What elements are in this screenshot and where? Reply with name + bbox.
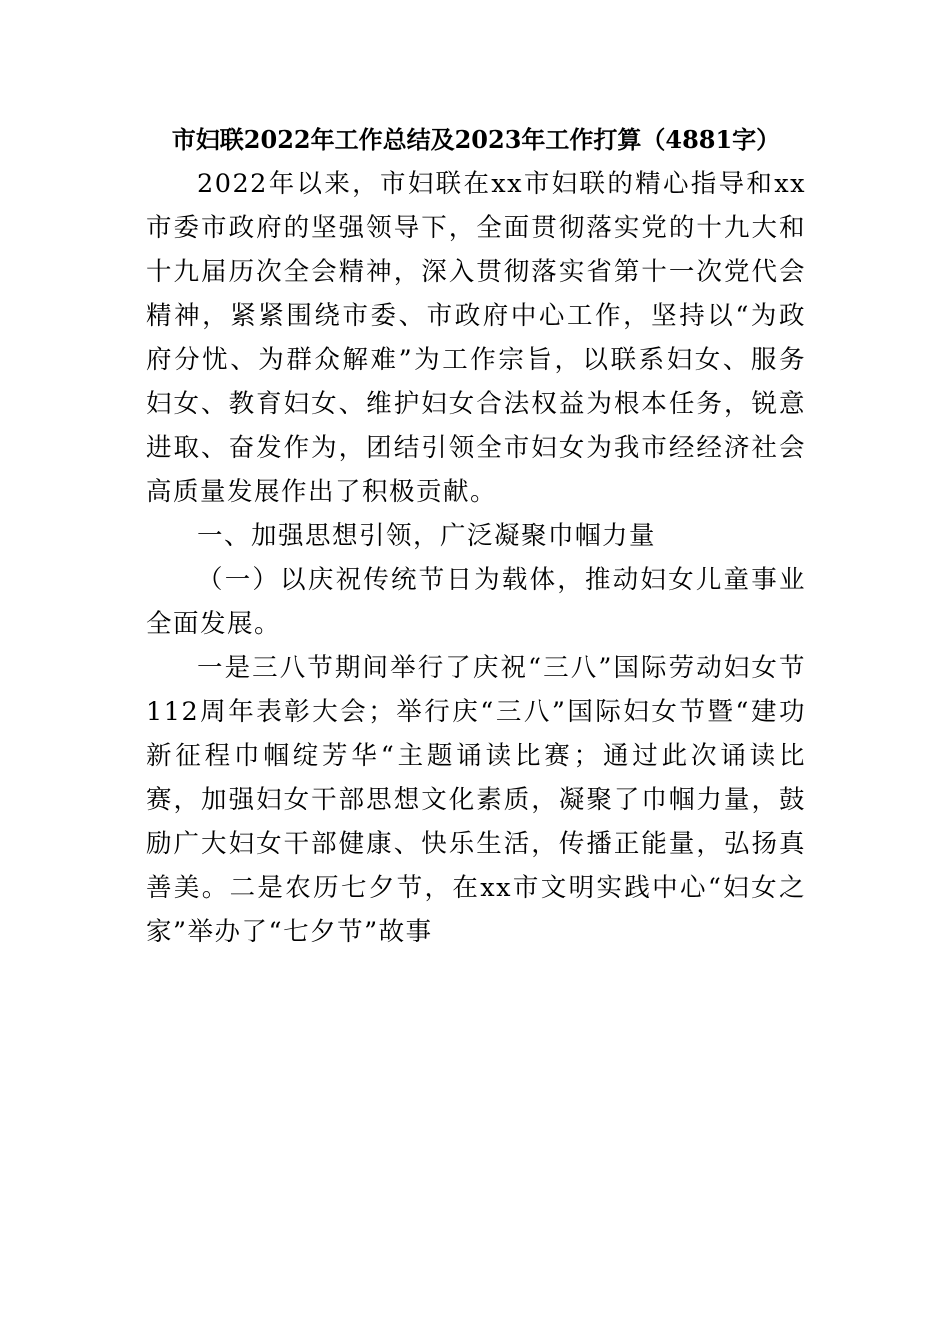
intro-paragraph: 2022年以来，市妇联在xx市妇联的精心指导和xx市委市政府的坚强领导下，全面贯彻落实党的十九大和十九届历次全会精神，深入贯彻落实省第十一次党代会精神，紧紧围绕市委、市政府中心工作，坚持以“为政府分忧、为群众解难”为工作宗旨，以联系妇女、服务妇女、教育妇女、维护妇女合法权益为根本任务，锐意进取、奋发作为，团结引领全市妇女为我市经经济社会高质量发展作出了积极贡献。 <box>146 169 806 507</box>
body-paragraph: 一是三八节期间举行了庆祝“三八”国际劳动妇女节112周年表彰大会；举行庆“三八”国际妇女节暨“建功新征程巾帼绽芳华“主题诵读比赛；通过此次诵读比赛，加强妇女干部思想文化素质，凝聚了巾帼力量，鼓励广大妇女干部健康、快乐生活，传播正能量，弘扬真善美。二是农历七夕节，在xx市文明实践中心“妇女之家”举办了“七夕节”故事 <box>146 653 806 947</box>
document-title: 市妇联2022年工作总结及2023年工作打算（4881字） <box>171 125 781 154</box>
section-heading: 一、加强思想引领，广泛凝聚巾帼力量 <box>197 521 657 551</box>
subsection-heading: （一）以庆祝传统节日为载体，推动妇女儿童事业全面发展。 <box>146 565 806 639</box>
document-body <box>146 118 806 954</box>
